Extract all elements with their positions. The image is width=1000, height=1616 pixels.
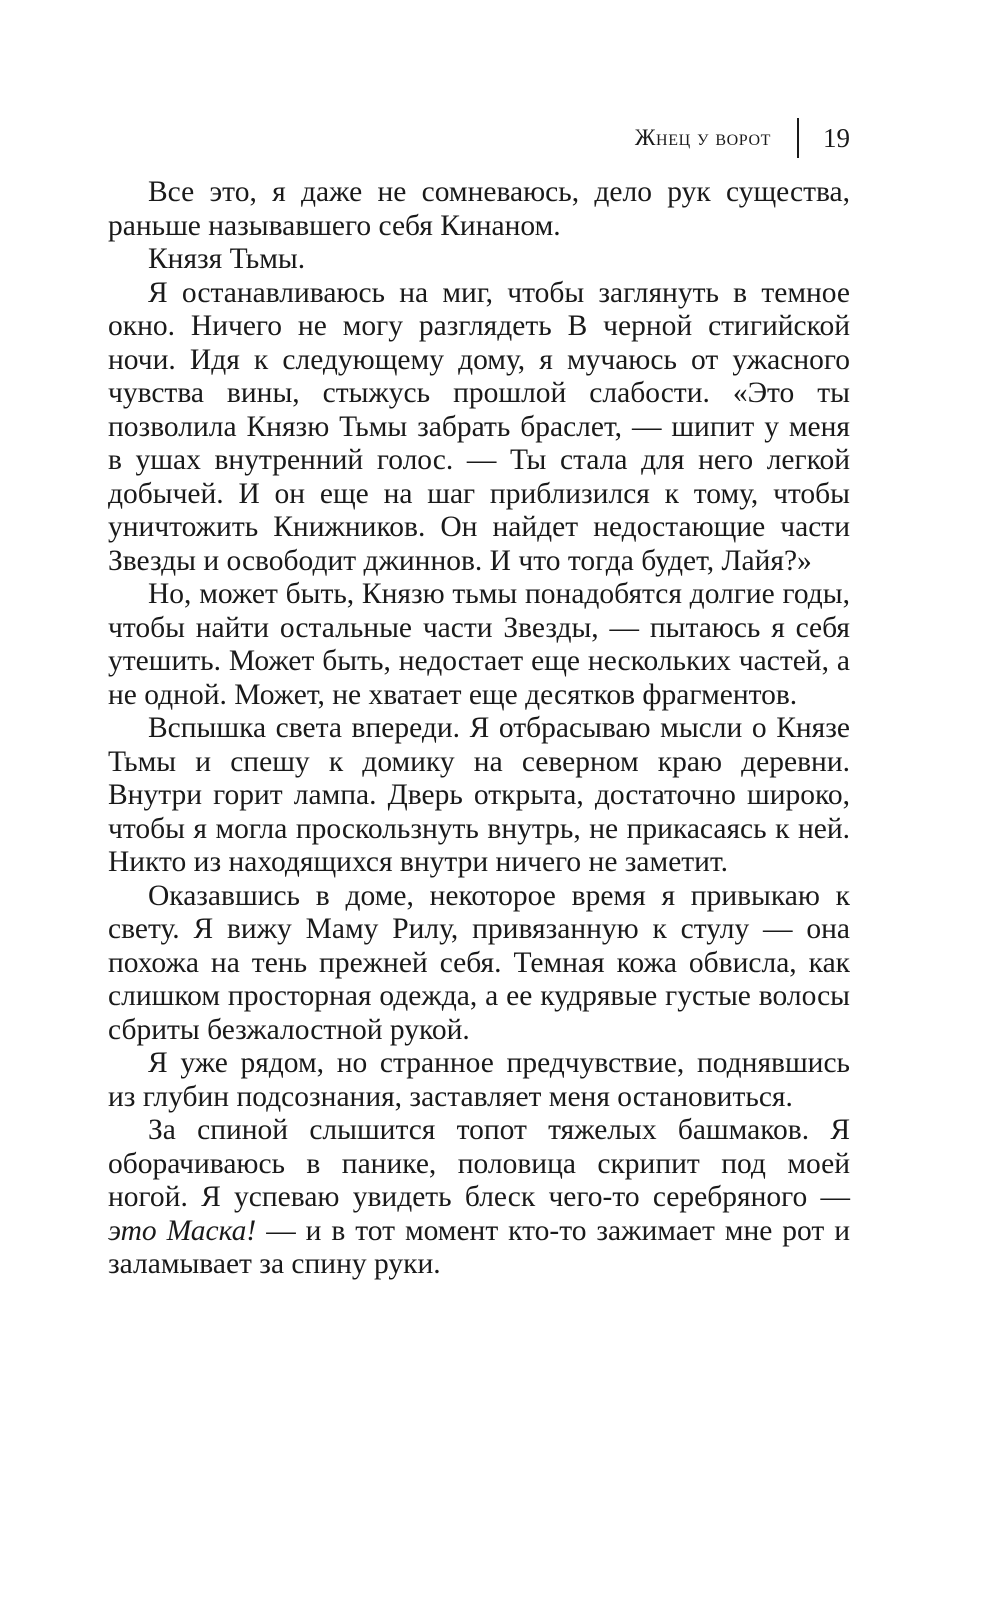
paragraph: Вспышка света впереди. Я отбрасываю мысли о Князе Тьмы и спешу к домику на северном краю деревни. Внутри горит лампа. Дверь открыта, достаточно широко, чтобы я могла проскользнуть внутрь, не прикасаясь к ней. Никто из находящихся внутри ничего не заметит. [108,712,850,878]
paragraph: Но, может быть, Князю тьмы понадобятся долгие годы, чтобы найти остальные части Звезды, — пытаюсь я себя утешить. Может быть, недостает еще нескольких частей, а не одной. Может, не хватает еще десятков фрагментов. [108,578,850,711]
paragraph: Все это, я даже не сомневаюсь, дело рук существа, раньше называвшего себя Кинаном. [108,176,850,242]
paragraph-text: За спиной слышится топот тяжелых башмаков. Я оборачиваюсь в панике, половица скрипит под моей ногой. Я успеваю увидеть блеск чего-то серебряного — [108,1114,850,1213]
paragraph-text: — и в тот момент кто-то зажимает мне рот и заламывает за спину руки. [108,1214,851,1280]
paragraph: Оказавшись в доме, некоторое время я привыкаю к свету. Я вижу Маму Рилу, привязанную к стулу — она похожа на тень прежней себя. Темная кожа обвисла, как слишком просторная одежда, а ее кудрявые густые волосы сбриты безжалостной рукой. [108,879,850,1046]
paragraph: Князя Тьмы. [148,243,306,275]
paragraph: Я останавливаюсь на миг, чтобы заглянуть в темное окно. Ничего не могу разглядеть В черной стигийской ночи. Идя к следующему дому, я мучаюсь от ужасного чувства вины, стыжусь прошлой слабости. «Это ты позволила Князю Тьмы забрать браслет, — шипит у меня в ушах внутренний голос. — Ты стала для него легкой добычей. И он еще на шаг приблизился к тому, чтобы уничтожить Книжников. Он найдет недостающие части Звезды и освободит джиннов. И что тогда будет, Лайя?» [108,276,850,577]
paragraph-last [108,1114,850,1282]
running-head-divider [797,118,799,158]
paragraph: Я уже рядом, но странное предчувствие, поднявшись из глубин подсознания, заставляет меня остановиться. [108,1047,850,1113]
page-number: 19 [823,122,850,153]
italic-phrase: это Маска! [108,1214,257,1247]
running-head-title: Жнец у ворот [634,125,771,150]
body-text [108,176,850,1282]
running-head [635,118,850,158]
